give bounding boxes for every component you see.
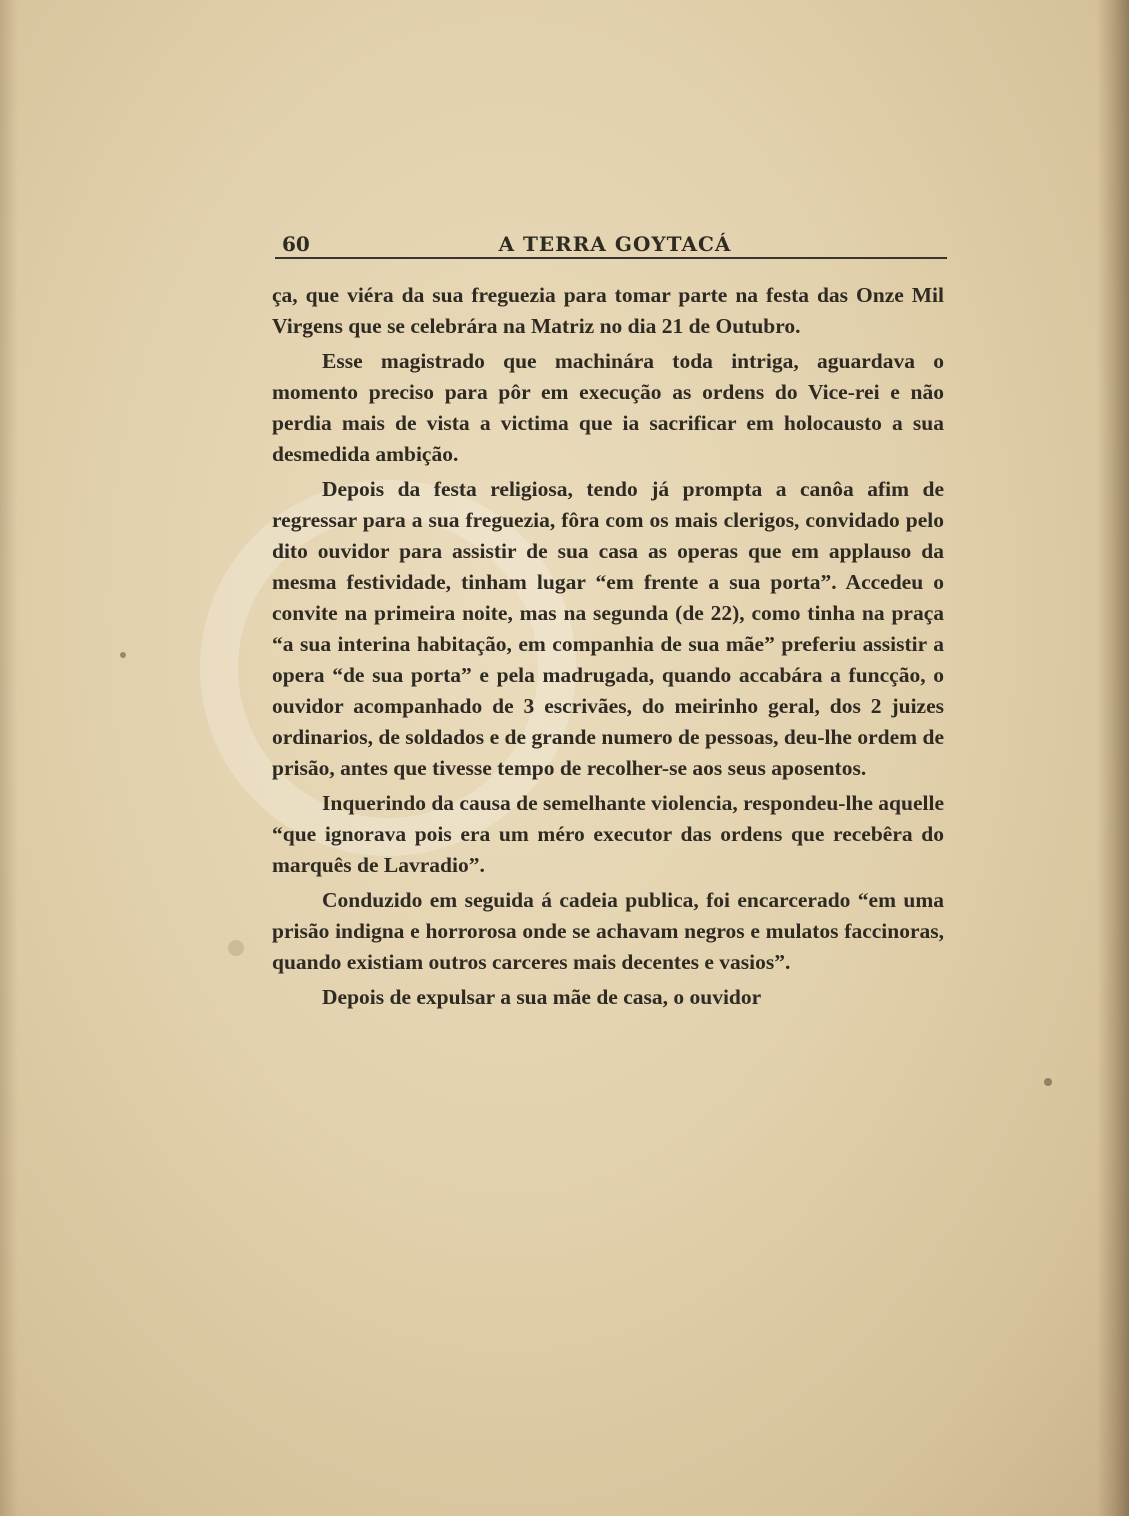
paragraph: Depois de expulsar a sua mãe de casa, o ouvidor bbox=[322, 985, 762, 1009]
running-title: A TERRA GOYTACÁ bbox=[498, 232, 732, 256]
paragraph: ça, que viéra da sua freguezia para tomar parte na festa das Onze Mil Virgens que se celebrára na Matriz no dia 21 de Outubro. bbox=[272, 283, 944, 338]
header-rule bbox=[275, 257, 947, 259]
paper-stain bbox=[1044, 1078, 1052, 1086]
page-right-shadow bbox=[1097, 0, 1129, 1516]
paper-stain bbox=[228, 940, 244, 956]
paragraph: Esse magistrado que machinára toda intriga, aguardava o momento preciso para pôr em execução as ordens do Vice-rei e não perdia mais de vista a victima que ia sacrificar em holocausto a sua desmedida ambição. bbox=[272, 349, 944, 466]
page-left-shadow bbox=[0, 0, 18, 1516]
paragraph: Conduzido em seguida á cadeia publica, foi encarcerado “em uma prisão indigna e horrorosa onde se achavam negros e mulatos faccinoras, quando existiam outros carceres mais decentes e vasios”. bbox=[272, 888, 944, 974]
page-number: 60 bbox=[282, 232, 310, 256]
body-text bbox=[272, 280, 944, 1017]
paragraph: Inquerindo da causa de semelhante violencia, respondeu-lhe aquelle “que ignorava pois era um méro executor das ordens que recebêra do marquês de Lavradio”. bbox=[272, 791, 944, 877]
paragraph: Depois da festa religiosa, tendo já prompta a canôa afim de regressar para a sua freguezia, fôra com os mais clerigos, convidado pelo dito ouvidor para assistir de sua casa as operas que em applauso da mesma festividade, tinham lugar “em frente a sua porta”. Accedeu o convite na primeira noite, mas na segunda (de 22), como tinha na praça “a sua interina habitação, em companhia de sua mãe” preferiu assistir a opera “de sua porta” e pela madrugada, quando accabára a funcção, o ouvidor acompanhado de 3 escrivães, do meirinho geral, dos 2 juizes ordinarios, de soldados e de grande numero de pessoas, deu-lhe ordem de prisão, antes que tivesse tempo de recolher-se aos seus aposentos. bbox=[272, 477, 944, 780]
paper-stain bbox=[120, 652, 126, 658]
